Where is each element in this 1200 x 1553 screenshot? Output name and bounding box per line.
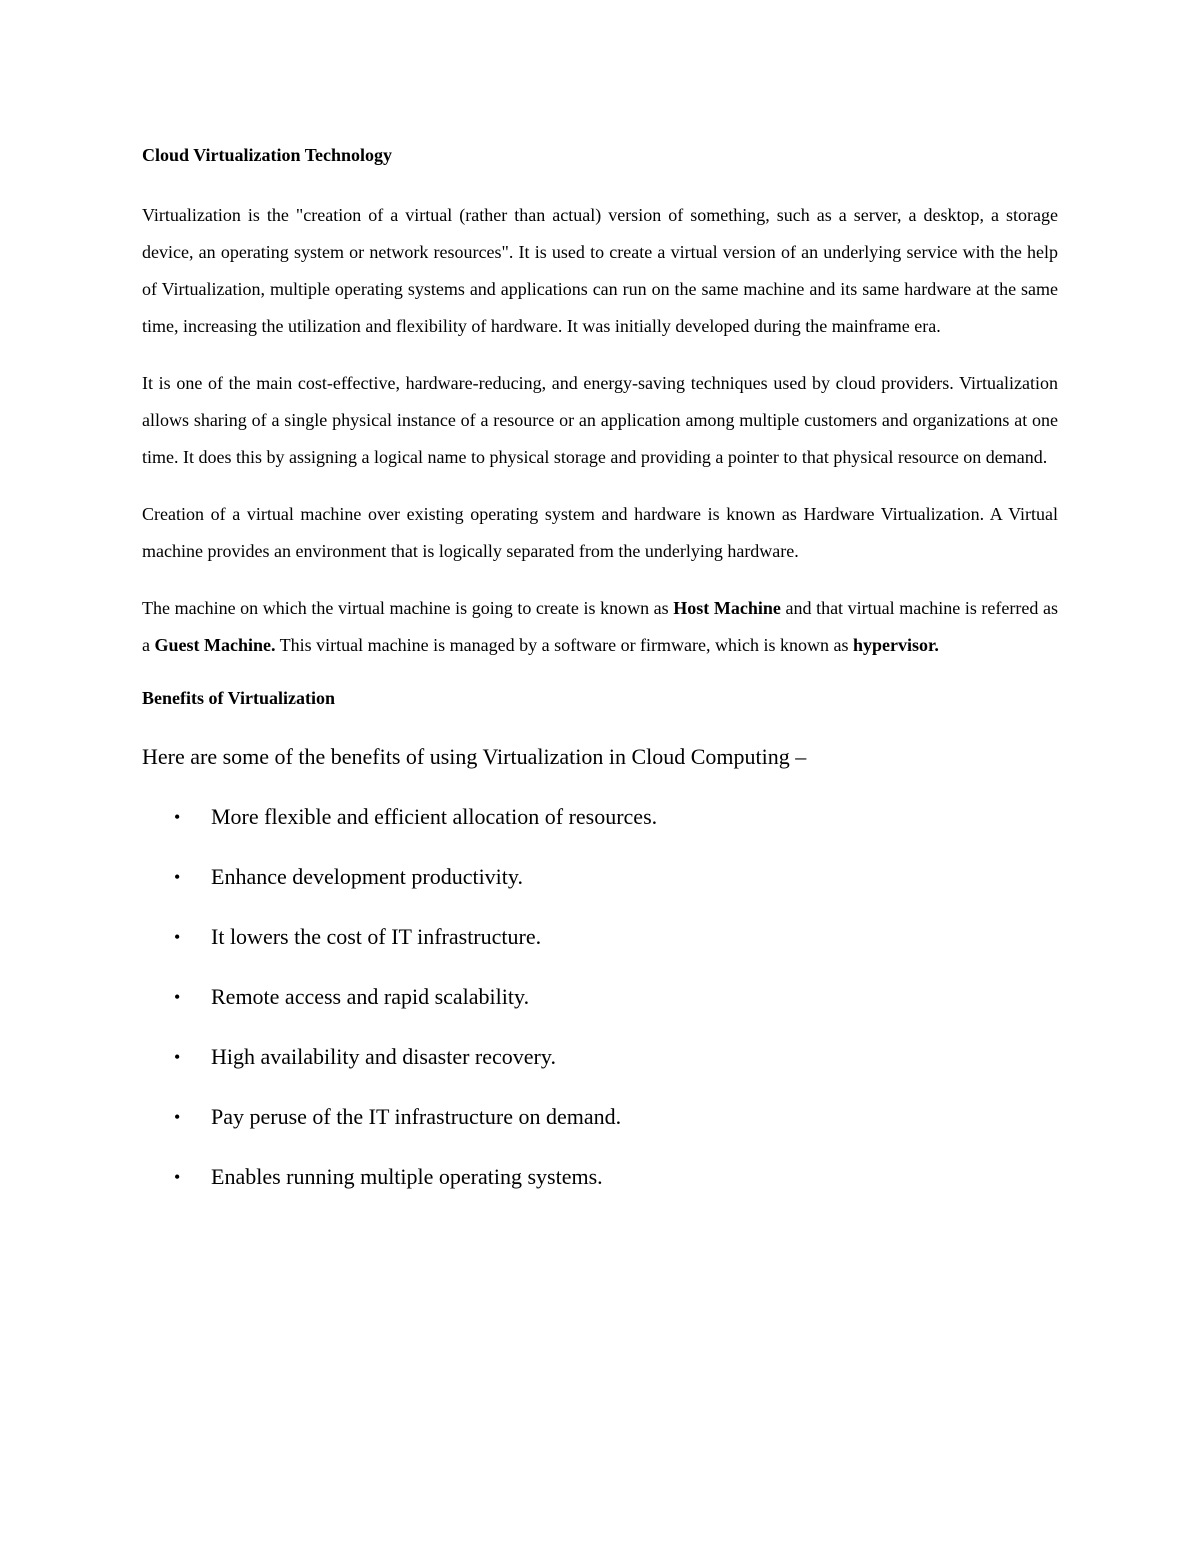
benefit-text: More flexible and efficient allocation of resources. (211, 804, 658, 829)
bullet-icon: • (174, 867, 181, 887)
benefit-item (142, 1162, 1058, 1192)
paragraph-host-guest-machine (142, 590, 1058, 664)
benefit-text: High availability and disaster recovery. (211, 1044, 556, 1069)
bullet-icon: • (174, 927, 181, 947)
document-title: Cloud Virtualization Technology (142, 145, 393, 165)
benefits-heading: Benefits of Virtualization (142, 688, 335, 708)
benefit-item (142, 1042, 1058, 1072)
bullet-icon: • (174, 987, 181, 1007)
host-machine-term: Host Machine (673, 598, 781, 618)
benefit-text: Pay peruse of the IT infrastructure on demand. (211, 1104, 622, 1129)
benefit-text: It lowers the cost of IT infrastructure. (211, 924, 542, 949)
benefit-text: Enables running multiple operating systems. (211, 1164, 603, 1189)
bullet-icon: • (174, 1167, 181, 1187)
paragraph-hardware-virtualization: Creation of a virtual machine over existing operating system and hardware is known as Hardware Virtualization. A Virtual machine provides an environment that is logically separated from the underlying hardware. (142, 504, 1058, 561)
benefit-text: Enhance development productivity. (211, 864, 523, 889)
paragraph-cost-effective: It is one of the main cost-effective, hardware-reducing, and energy-saving techniques used by cloud providers. Virtualization allows sharing of a single physical instance of a resource or an application among multiple customers and organizations at one time. It does this by assigning a logical name to physical storage and providing a pointer to that physical resource on demand. (142, 373, 1058, 467)
benefit-item (142, 802, 1058, 832)
benefit-item (142, 1102, 1058, 1132)
host-text-1: The machine on which the virtual machine is going to create is known as (142, 598, 674, 618)
guest-machine-term: Guest Machine. (154, 635, 276, 655)
bullet-icon: • (174, 1107, 181, 1127)
document-body (142, 141, 1058, 1222)
host-text-3: This virtual machine is managed by a software or firmware, which is known as (275, 635, 854, 655)
benefits-list (142, 802, 1058, 1192)
paragraph-virtualization-definition: Virtualization is the "creation of a virtual (rather than actual) version of something, such as a server, a desktop, a storage device, an operating system or network resources". It is used to create a virtual version of an underlying service with the help of Virtualization, multiple operating systems and applications can run on the same machine and its same hardware at the same time, increasing the utilization and flexibility of hardware. It was initially developed during the mainframe era. (142, 205, 1058, 336)
benefits-intro: Here are some of the benefits of using Virtualization in Cloud Computing – (142, 744, 807, 769)
bullet-icon: • (174, 807, 181, 827)
benefit-item (142, 982, 1058, 1012)
host-text-2: and that virtual machine is referred as a (142, 598, 1058, 655)
benefit-text: Remote access and rapid scalability. (211, 984, 530, 1009)
benefit-item (142, 862, 1058, 892)
benefit-item (142, 922, 1058, 952)
bullet-icon: • (174, 1047, 181, 1067)
hypervisor-term: hypervisor. (853, 635, 939, 655)
